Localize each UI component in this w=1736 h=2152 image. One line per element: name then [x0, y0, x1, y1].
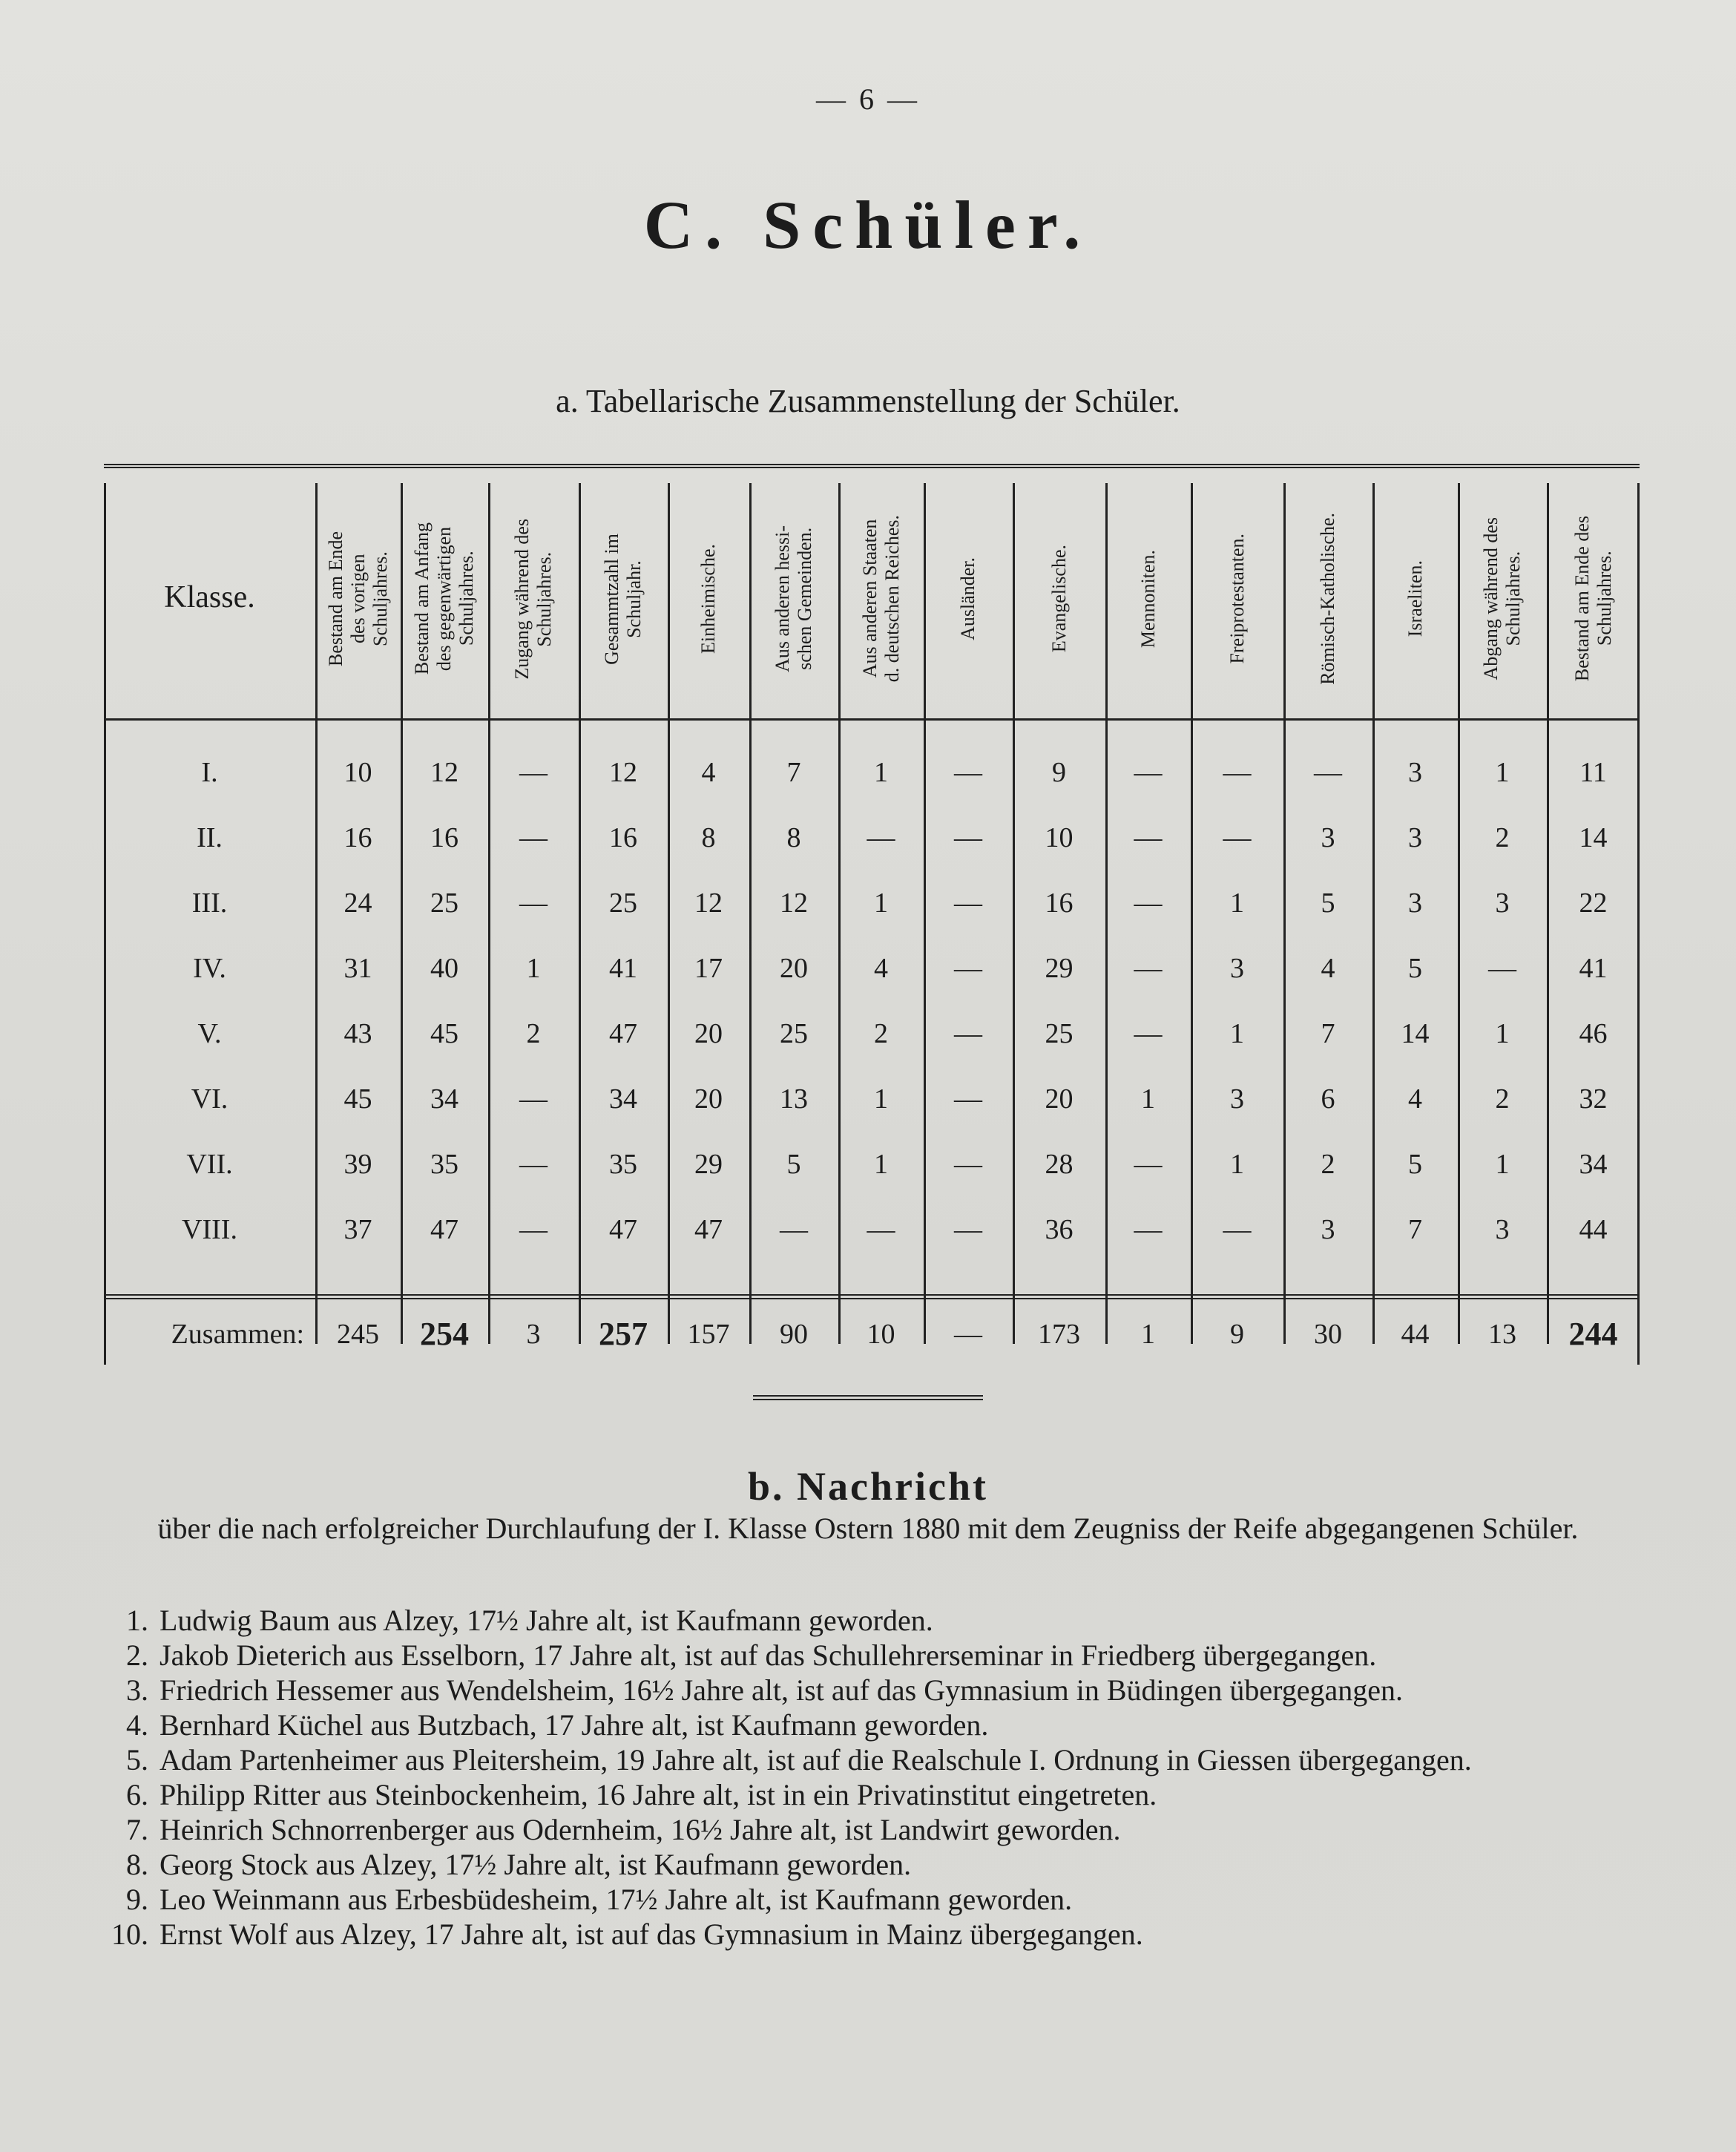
list-item — [89, 1603, 1632, 1638]
value-cell: 12 — [694, 888, 723, 919]
list-item — [89, 1882, 1632, 1917]
value-cell: 16 — [1045, 888, 1074, 919]
value-cell: — — [954, 757, 982, 788]
value-cell: — — [954, 1149, 982, 1180]
list-item — [89, 1847, 1632, 1882]
column-header — [838, 483, 924, 715]
value-cell: — — [780, 1214, 808, 1245]
value-cell: 29 — [694, 1149, 723, 1180]
column-header-label: Israeliten. — [1404, 560, 1426, 637]
value-cell: 16 — [609, 822, 637, 853]
value-cell: 244 — [1568, 1316, 1618, 1352]
value-cell: 25 — [430, 888, 458, 919]
value-cell: 28 — [1045, 1149, 1074, 1180]
value-cell: 7 — [1408, 1214, 1422, 1245]
value-cell: 44 — [1401, 1319, 1430, 1350]
value-cell: 5 — [1408, 953, 1422, 984]
value-cell: 12 — [430, 757, 458, 788]
value-cell: 47 — [609, 1018, 637, 1049]
value-cell: — — [1134, 757, 1163, 788]
value-cell: — — [1134, 888, 1163, 919]
value-cell: 20 — [780, 953, 808, 984]
value-cell: 257 — [599, 1316, 648, 1352]
value-cell: — — [1134, 1149, 1163, 1180]
value-cell: 36 — [1045, 1214, 1074, 1245]
list-item-number: 9. — [126, 1883, 148, 1916]
column-header — [401, 483, 488, 715]
column-header — [1458, 483, 1547, 715]
value-cell: — — [1134, 822, 1163, 853]
column-header-label: Evangelische. — [1048, 545, 1070, 653]
value-cell: 44 — [1579, 1214, 1608, 1245]
klasse-header: Klasse. — [164, 580, 255, 614]
value-cell: 47 — [694, 1214, 723, 1245]
value-cell: 17 — [694, 953, 723, 984]
value-cell: 3 — [1495, 1214, 1510, 1245]
value-cell: 1 — [874, 888, 888, 919]
value-cell: 1 — [1230, 1149, 1244, 1180]
list-item-text: Jakob Dieterich aus Esselborn, 17 Jahre alt, ist auf das Schullehrerseminar in Friedberg übergegangen. — [160, 1638, 1377, 1672]
value-cell: 2 — [526, 1018, 541, 1049]
value-cell: 7 — [1321, 1018, 1335, 1049]
value-cell: — — [519, 888, 548, 919]
klasse-cell: II. — [197, 822, 223, 853]
list-item — [89, 1777, 1632, 1812]
value-cell: 25 — [780, 1018, 808, 1049]
value-cell: 1 — [1495, 1018, 1510, 1049]
list-item-text: Bernhard Küchel aus Butzbach, 17 Jahre alt, ist Kaufmann geworden. — [160, 1708, 989, 1742]
value-cell: — — [1314, 757, 1342, 788]
table-row — [104, 1000, 1640, 1067]
list-item-number: 10. — [111, 1918, 148, 1951]
value-cell: 16 — [430, 822, 458, 853]
value-cell: 254 — [420, 1316, 469, 1352]
value-cell: — — [1134, 1018, 1163, 1049]
table-row — [104, 1131, 1640, 1198]
value-cell: 4 — [874, 953, 888, 984]
list-item-number: 8. — [126, 1848, 148, 1881]
column-header — [1283, 483, 1372, 715]
value-cell: 32 — [1579, 1083, 1608, 1115]
value-cell: — — [954, 1319, 982, 1350]
klasse-cell: VI. — [191, 1083, 228, 1115]
column-header — [1105, 483, 1191, 715]
value-cell: 13 — [780, 1083, 808, 1115]
value-cell: 5 — [1321, 888, 1335, 919]
value-cell: — — [954, 953, 982, 984]
klasse-cell: VII. — [186, 1149, 233, 1180]
column-header-label: Bestand am Ende des vorigen Schuljahres. — [324, 531, 391, 666]
column-header-label: Römisch-Katholische. — [1317, 513, 1338, 685]
value-cell: 31 — [343, 953, 372, 984]
value-cell: — — [519, 1083, 548, 1115]
value-cell: 30 — [1314, 1319, 1342, 1350]
column-header-label: Abgang während des Schuljahres. — [1480, 517, 1524, 680]
total-row — [104, 1301, 1640, 1368]
value-cell: 10 — [1045, 822, 1074, 853]
value-cell: 35 — [609, 1149, 637, 1180]
value-cell: — — [519, 1214, 548, 1245]
value-cell: 8 — [786, 822, 801, 853]
value-cell: 2 — [1495, 822, 1510, 853]
value-cell: — — [1223, 757, 1252, 788]
list-item-number: 1. — [126, 1604, 148, 1637]
graduate-list — [89, 1603, 1632, 1952]
column-header — [1372, 483, 1458, 715]
column-header — [924, 483, 1013, 715]
total-label: Zusammen: — [171, 1319, 304, 1350]
value-cell: 4 — [701, 757, 716, 788]
column-header — [668, 483, 749, 715]
value-cell: 9 — [1230, 1319, 1244, 1350]
column-header-label: Mennoniten. — [1137, 549, 1159, 649]
total-rule — [104, 1294, 1640, 1299]
value-cell: 3 — [526, 1319, 541, 1350]
table-row — [104, 870, 1640, 936]
value-cell: — — [519, 757, 548, 788]
value-cell: 3 — [1321, 1214, 1335, 1245]
value-cell: 3 — [1495, 888, 1510, 919]
value-cell: 43 — [343, 1018, 372, 1049]
value-cell: 1 — [526, 953, 541, 984]
klasse-cell: I. — [201, 757, 218, 788]
column-header — [1547, 483, 1640, 715]
list-item-number: 6. — [126, 1778, 148, 1811]
value-cell: 245 — [337, 1319, 379, 1350]
value-cell: 5 — [786, 1149, 801, 1180]
column-header-label: Zugang während des Schuljahres. — [511, 518, 555, 680]
column-header-label: Bestand am Anfang des gegenwärtigen Schuljahres. — [411, 522, 477, 675]
value-cell: — — [1223, 1214, 1252, 1245]
list-item — [89, 1638, 1632, 1673]
list-item-number: 4. — [126, 1708, 148, 1742]
value-cell: 14 — [1401, 1018, 1430, 1049]
list-item-text: Friedrich Hessemer aus Wendelsheim, 16½ Jahre alt, ist auf das Gymnasium in Büdingen übergegangen. — [160, 1673, 1404, 1707]
column-header — [1191, 483, 1283, 715]
value-cell: 1 — [874, 757, 888, 788]
list-item-text: Adam Partenheimer aus Pleitersheim, 19 Jahre alt, ist auf die Realschule I. Ordnung in Giessen übergegangen. — [160, 1743, 1472, 1777]
value-cell: 1 — [1230, 1018, 1244, 1049]
value-cell: 173 — [1038, 1319, 1080, 1350]
student-table — [104, 464, 1640, 1365]
value-cell: 8 — [701, 822, 716, 853]
value-cell: 2 — [874, 1018, 888, 1049]
value-cell: 20 — [1045, 1083, 1074, 1115]
value-cell: — — [1488, 953, 1516, 984]
value-cell: — — [519, 822, 548, 853]
value-cell: 2 — [1321, 1149, 1335, 1180]
table-row — [104, 935, 1640, 1002]
value-cell: 7 — [786, 757, 801, 788]
column-header-label: Einheimische. — [697, 543, 719, 654]
value-cell: 25 — [609, 888, 637, 919]
list-item-number: 7. — [126, 1813, 148, 1846]
nachricht-title: b. Nachricht — [748, 1464, 988, 1509]
value-cell: 9 — [1052, 757, 1066, 788]
table-row — [104, 1066, 1640, 1132]
column-header-label: Freiprotestanten. — [1226, 534, 1248, 664]
value-cell: 40 — [430, 953, 458, 984]
column-header-label: Bestand am Ende des Schuljahres. — [1571, 516, 1615, 682]
column-header — [315, 483, 401, 715]
section-divider — [753, 1395, 983, 1400]
list-item — [89, 1742, 1632, 1777]
value-cell: 90 — [780, 1319, 808, 1350]
value-cell: 16 — [343, 822, 372, 853]
column-header — [1013, 483, 1105, 715]
list-item-text: Philipp Ritter aus Steinbockenheim, 16 Jahre alt, ist in ein Privatinstitut eingetreten. — [160, 1778, 1157, 1811]
table-caption: a. Tabellarische Zusammenstellung der Schüler. — [556, 383, 1180, 419]
klasse-cell: III. — [191, 888, 228, 919]
table-row — [104, 1196, 1640, 1263]
value-cell: — — [867, 822, 895, 853]
value-cell: 3 — [1321, 822, 1335, 853]
value-cell: 14 — [1579, 822, 1608, 853]
value-cell: 24 — [343, 888, 372, 919]
value-cell: 3 — [1230, 1083, 1244, 1115]
value-cell: — — [1134, 953, 1163, 984]
column-header — [488, 483, 579, 715]
column-header-label: Aus anderen hessi- schen Gemeinden. — [772, 525, 815, 672]
value-cell: 45 — [343, 1083, 372, 1115]
value-cell: 3 — [1408, 822, 1422, 853]
column-header-label: Gesammtzahl im Schuljahr. — [601, 533, 645, 665]
value-cell: — — [1134, 1214, 1163, 1245]
klasse-cell: V. — [197, 1018, 222, 1049]
list-item-text: Ludwig Baum aus Alzey, 17½ Jahre alt, ist Kaufmann geworden. — [160, 1604, 933, 1637]
value-cell: — — [954, 1018, 982, 1049]
list-item-number: 3. — [126, 1673, 148, 1707]
value-cell: 3 — [1408, 888, 1422, 919]
value-cell: 10 — [867, 1319, 895, 1350]
value-cell: 6 — [1321, 1083, 1335, 1115]
value-cell: — — [954, 1214, 982, 1245]
value-cell: — — [954, 1083, 982, 1115]
value-cell: 20 — [694, 1083, 723, 1115]
value-cell: 46 — [1579, 1018, 1608, 1049]
list-item-number: 2. — [126, 1638, 148, 1672]
list-item-text: Georg Stock aus Alzey, 17½ Jahre alt, ist Kaufmann geworden. — [160, 1848, 912, 1881]
value-cell: 1 — [1495, 757, 1510, 788]
table-row — [104, 739, 1640, 806]
value-cell: 157 — [687, 1319, 730, 1350]
value-cell: 11 — [1579, 757, 1607, 788]
value-cell: 1 — [1141, 1083, 1155, 1115]
value-cell: — — [954, 822, 982, 853]
value-cell: 37 — [343, 1214, 372, 1245]
value-cell: 10 — [343, 757, 372, 788]
list-item — [89, 1708, 1632, 1742]
value-cell: 1 — [1230, 888, 1244, 919]
value-cell: 34 — [609, 1083, 637, 1115]
value-cell: 13 — [1488, 1319, 1516, 1350]
value-cell: 29 — [1045, 953, 1074, 984]
value-cell: 39 — [343, 1149, 372, 1180]
value-cell: — — [1223, 822, 1252, 853]
value-cell: 45 — [430, 1018, 458, 1049]
value-cell: — — [954, 888, 982, 919]
value-cell: 12 — [609, 757, 637, 788]
list-item — [89, 1917, 1632, 1952]
value-cell: 47 — [609, 1214, 637, 1245]
column-header — [749, 483, 838, 715]
header-rule — [104, 718, 1640, 721]
value-cell: 12 — [780, 888, 808, 919]
value-cell: — — [867, 1214, 895, 1245]
column-header-label: Ausländer. — [957, 557, 979, 640]
value-cell: 41 — [1579, 953, 1608, 984]
value-cell: 1 — [874, 1083, 888, 1115]
value-cell: 5 — [1408, 1149, 1422, 1180]
table-row — [104, 804, 1640, 871]
list-item — [89, 1812, 1632, 1847]
page-number: — 6 — — [816, 82, 920, 116]
value-cell: 4 — [1321, 953, 1335, 984]
value-cell: 4 — [1408, 1083, 1422, 1115]
list-item-number: 5. — [126, 1743, 148, 1777]
klasse-cell: VIII. — [182, 1214, 237, 1245]
section-title: C. Schüler. — [643, 187, 1093, 263]
nachricht-subtitle: über die nach erfolgreicher Durchlaufung der I. Klasse Ostern 1880 mit dem Zeugniss der Reife abgegangenen Schüler. — [157, 1512, 1579, 1545]
value-cell: 3 — [1408, 757, 1422, 788]
value-cell: 34 — [430, 1083, 458, 1115]
value-cell: 35 — [430, 1149, 458, 1180]
value-cell: 34 — [1579, 1149, 1608, 1180]
value-cell: 22 — [1579, 888, 1608, 919]
value-cell: 20 — [694, 1018, 723, 1049]
list-item-text: Heinrich Schnorrenberger aus Odernheim, 16½ Jahre alt, ist Landwirt geworden. — [160, 1813, 1121, 1846]
value-cell: 3 — [1230, 953, 1244, 984]
list-item-text: Ernst Wolf aus Alzey, 17 Jahre alt, ist auf das Gymnasium in Mainz übergegangen. — [160, 1918, 1143, 1951]
value-cell: 1 — [1141, 1319, 1155, 1350]
value-cell: 1 — [874, 1149, 888, 1180]
column-header — [579, 483, 668, 715]
value-cell: 1 — [1495, 1149, 1510, 1180]
column-header-label: Aus anderen Staaten d. deutschen Reiches. — [858, 515, 903, 683]
list-item-text: Leo Weinmann aus Erbesbüdesheim, 17½ Jahre alt, ist Kaufmann geworden. — [160, 1883, 1073, 1916]
value-cell: 2 — [1495, 1083, 1510, 1115]
value-cell: 41 — [609, 953, 637, 984]
value-cell: 25 — [1045, 1018, 1074, 1049]
value-cell: — — [519, 1149, 548, 1180]
list-item — [89, 1673, 1632, 1708]
value-cell: 47 — [430, 1214, 458, 1245]
klasse-cell: IV. — [193, 953, 226, 984]
